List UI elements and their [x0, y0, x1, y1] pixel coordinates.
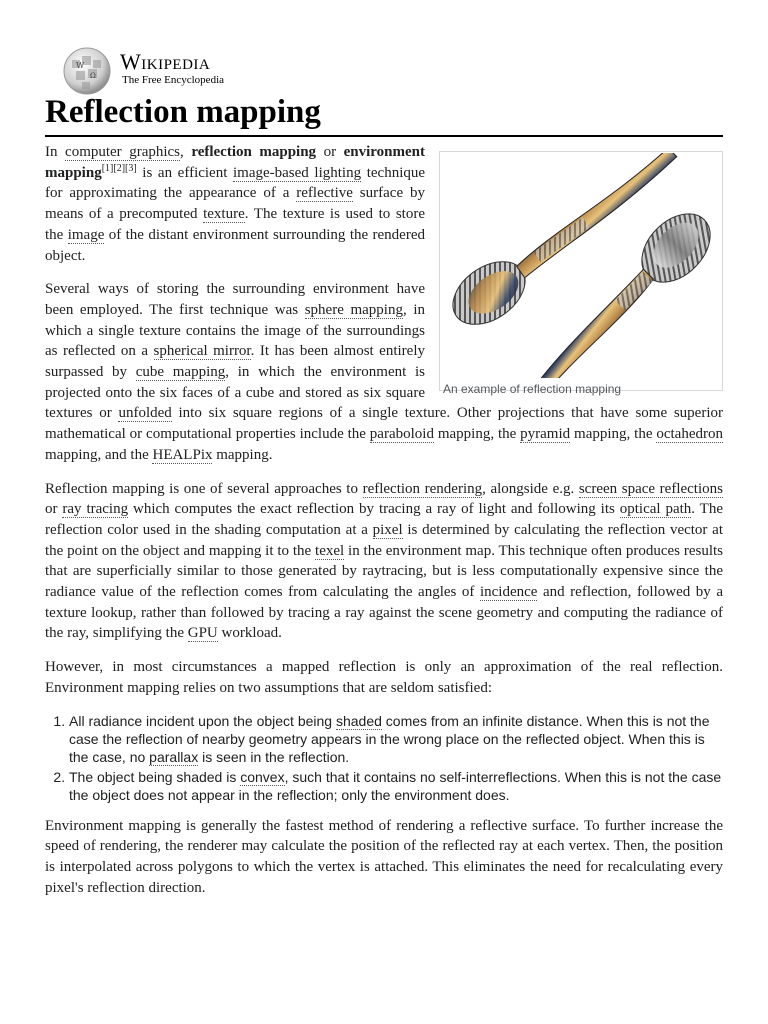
text: All radiance incident upon the object being — [69, 712, 336, 729]
text: or — [316, 144, 344, 160]
link-shaded[interactable]: shaded — [335, 712, 382, 729]
wikipedia-wordmark[interactable]: Wikipedia — [120, 49, 211, 74]
title-divider — [45, 135, 723, 137]
text: Several ways of storing the surrounding environment have been employed. The first technique was — [45, 281, 425, 318]
link-unfolded[interactable]: unfolded — [118, 405, 172, 422]
link-gpu[interactable]: GPU — [187, 625, 218, 642]
text: , in which a single texture contains the image of the surroundings as reflected on a — [45, 301, 425, 360]
link-screen-space-reflections[interactable]: screen space reflections — [578, 480, 723, 497]
wikipedia-globe-icon[interactable] — [62, 46, 112, 96]
paragraph-assumptions-intro: However, in most circumstances a mapped reflection is only an approximation of the real reflection. Environment mapping relies on two assumptions that are seldom satisfied: — [45, 659, 723, 696]
paragraph-approaches — [45, 479, 723, 645]
text: which computes the exact reflection by tracing a ray of light and following its — [128, 501, 620, 518]
svg-text:W: W — [76, 61, 85, 70]
svg-text:Ω: Ω — [90, 72, 96, 80]
link-spherical-mirror[interactable]: spherical mirror — [153, 343, 251, 360]
text: mapping. — [212, 446, 273, 463]
text: In — [45, 144, 66, 160]
link-healpix[interactable]: HEALPix — [152, 446, 213, 463]
link-ray-tracing[interactable]: ray tracing — [62, 501, 129, 518]
text: is an efficient — [136, 164, 233, 181]
text: . It has been almost entirely surpassed by — [45, 343, 425, 381]
text: into six square regions of a single texture. Other projections that have some superior mathematical or computational properties include the — [45, 405, 723, 443]
assumptions-list — [45, 712, 723, 804]
link-pyramid[interactable]: pyramid — [520, 426, 571, 443]
link-octahedron[interactable]: octahedron — [656, 426, 723, 443]
text: comes from an infinite distance. When this is not the case the reflection of nearby geometry appears in the wrong place on the reflected object. When this is the case, no — [69, 712, 710, 765]
link-computer-graphics[interactable]: computer graphics — [65, 144, 181, 160]
link-paraboloid[interactable]: paraboloid — [369, 426, 434, 443]
link-texture[interactable]: texture — [203, 206, 245, 223]
text: is seen in the reflection. — [198, 748, 350, 765]
text: workload. — [217, 625, 282, 642]
text: technique for approximating the appearance of a — [45, 164, 426, 202]
page-title: Reflection mapping — [45, 94, 321, 130]
text: The object being shaded is — [69, 768, 241, 785]
text: or — [45, 501, 63, 518]
article-body — [45, 142, 723, 911]
reference-links[interactable]: [1][2][3] — [101, 162, 137, 174]
paragraph-performance: Environment mapping is generally the fastest method of rendering a reflective surface. To further increase the speed of rendering, the renderer may calculate the position of the reflected ray at each vertex. Then, the position is interpolated across polygons to which the vertex is attached. This eliminates the need for recalculating every pixel's reflection direction. — [45, 817, 723, 896]
list-item — [69, 712, 723, 766]
text: is determined by calculating the reflection vector at the point on the object and mapping it to the — [45, 521, 723, 559]
figure-reflection-example — [439, 151, 723, 396]
link-parallax[interactable]: parallax — [149, 748, 199, 765]
link-reflection-rendering[interactable]: reflection rendering — [362, 480, 483, 497]
figure-caption: An example of reflection mapping — [443, 382, 622, 396]
link-image[interactable]: image — [67, 226, 105, 243]
text: mapping, the — [570, 426, 657, 443]
link-texel[interactable]: texel — [315, 542, 345, 559]
site-header — [62, 46, 362, 96]
text: . The reflection color used in the shading computation at a — [45, 501, 723, 538]
bold-term: environment mapping — [45, 144, 426, 181]
text: , — [180, 144, 192, 160]
bold-term: reflection mapping — [191, 144, 317, 160]
text: surface by means of a precomputed — [45, 185, 425, 223]
text: . The texture is used to store the — [45, 206, 425, 243]
spoons-render-image[interactable] — [441, 153, 721, 378]
text: , alongside e.g. — [482, 480, 579, 497]
link-pixel[interactable]: pixel — [372, 521, 403, 538]
text: mapping, the — [433, 426, 521, 443]
wikipedia-tagline: The Free Encyclopedia — [122, 74, 225, 86]
text: mapping, and the — [45, 446, 153, 463]
text: of the distant environment surrounding the rendered object. — [45, 226, 425, 264]
link-cube-mapping[interactable]: cube mapping — [135, 364, 226, 381]
text: in the environment map. This technique often produces results that are superficially similar to those generated by raytracing, but is less computationally expensive since the radiance value of the reflection comes from calculating the angles of — [45, 542, 723, 601]
text: , such that it contains no self-interreflections. When this is not the case the object does not appear in the reflection; only the environment does. — [69, 768, 722, 803]
link-sphere-mapping[interactable]: sphere mapping — [304, 301, 403, 318]
text: , in which the environment is projected onto the six faces of a cube and stored as six square textures or — [45, 364, 425, 422]
link-image-based-lighting[interactable]: image-based lighting — [233, 164, 362, 181]
text: Reflection mapping is one of several approaches to — [45, 480, 363, 497]
link-convex[interactable]: convex — [240, 768, 285, 785]
list-item — [69, 768, 723, 804]
link-incidence[interactable]: incidence — [479, 584, 538, 601]
text: and reflection, followed by a texture lookup, rather than followed by tracing a ray against the scene geometry and computing the radiance of the ray, simplifying the — [45, 584, 724, 642]
link-reflective[interactable]: reflective — [296, 185, 353, 202]
link-optical-path[interactable]: optical path — [619, 501, 692, 518]
